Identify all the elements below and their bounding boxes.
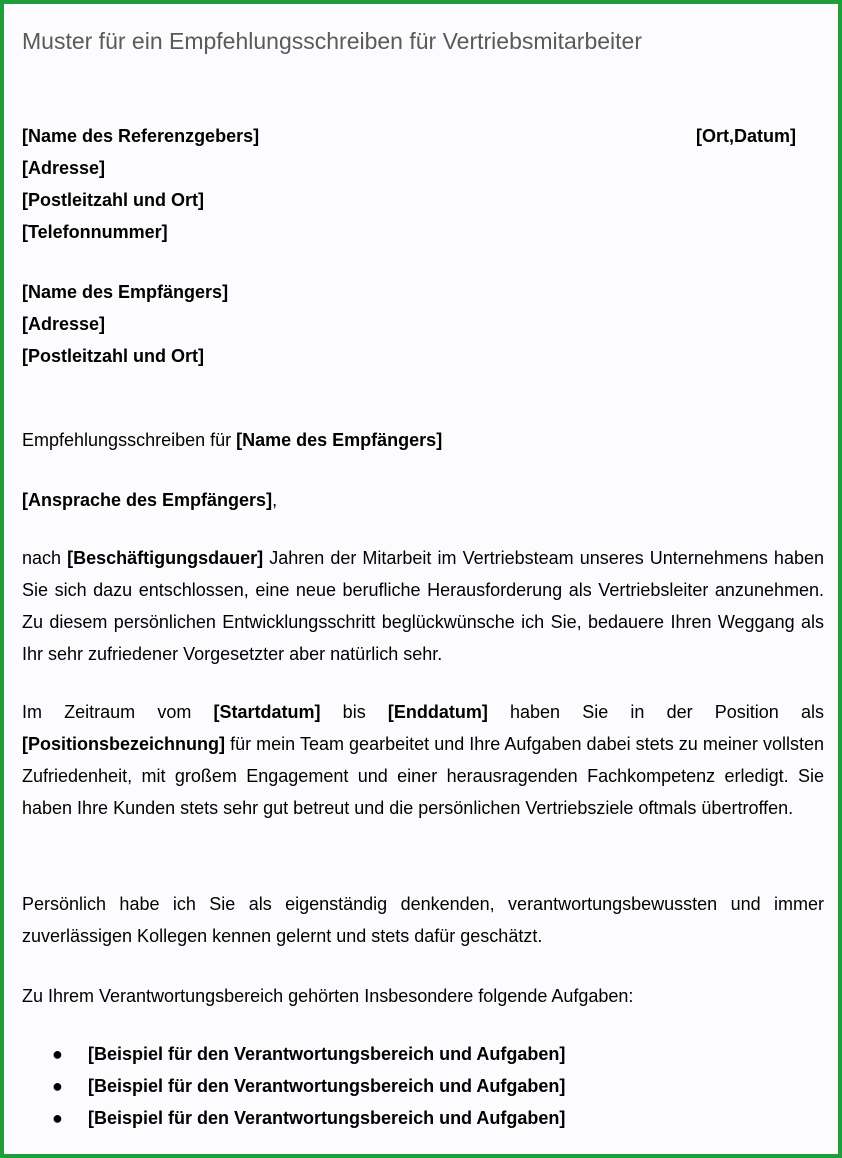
recipient-zip-city: [Postleitzahl und Ort] (22, 346, 204, 366)
document-title: Muster für ein Empfehlungsschreiben für Vertriebsmitarbeiter (22, 28, 643, 54)
list-item (52, 1076, 565, 1097)
para2-text-4: für mein Team gearbeitet und Ihre Aufgaben dabei stets zu meiner vollsten Zufriedenheit, mit großem Engagement und einer herausragenden Fachkompetenz erledigt. Sie haben Ihre Kunden stets sehr gut betreut und die persönlichen Vertriebsziele oftmals übertroffen. (22, 734, 824, 818)
sender-name: [Name des Referenzgebers] (22, 126, 260, 146)
subject-name: [Name des Empfängers] (236, 430, 443, 450)
paragraph-3: Persönlich habe ich Sie als eigenständig denkenden, verantwortungsbewussten und immer zuverlässigen Kollegen kennen gelernt und stets dafür geschätzt. (22, 894, 824, 946)
list-item (52, 1044, 565, 1065)
list-item-text: [Beispiel für den Verantwortungsbereich und Aufgaben] (88, 1108, 566, 1128)
paragraph-4: Zu Ihrem Verantwortungsbereich gehörten Insbesondere folgende Aufgaben: (22, 986, 634, 1006)
subject-prefix: Empfehlungsschreiben für (22, 430, 237, 450)
sender-address: [Adresse] (22, 158, 106, 178)
salutation (22, 490, 277, 511)
para2-text-2: bis (320, 702, 388, 722)
salutation-suffix: , (272, 490, 278, 510)
para2-text-3: haben Sie in der Position als (487, 702, 824, 722)
para2-placeholder-position: [Positionsbezeichnung] (22, 734, 226, 754)
paragraph-2 (22, 696, 824, 824)
recipient-name: [Name des Empfängers] (22, 282, 229, 302)
list-item-text: [Beispiel für den Verantwortungsbereich und Aufgaben] (88, 1076, 566, 1096)
para2-placeholder-end: [Enddatum] (387, 702, 488, 722)
para1-text-1: nach (22, 548, 68, 568)
paragraph-1 (22, 542, 824, 670)
list-item (52, 1108, 565, 1129)
bullet-icon: ● (52, 1044, 63, 1064)
para1-text-2: Jahren der Mitarbeit im Vertriebsteam unseres Unternehmens haben Sie sich dazu entschlossen, eine neue berufliche Herausforderung als Vertriebsleiter anzunehmen. Zu diesem persönlichen Entwicklungsschritt beglückwünsche ich Sie, bedauere Ihren Weggang als Ihr sehr zufriedener Vorgesetzter aber natürlich sehr. (22, 548, 824, 664)
list-item-text: [Beispiel für den Verantwortungsbereich und Aufgaben] (88, 1044, 566, 1064)
sender-zip-city: [Postleitzahl und Ort] (22, 190, 204, 210)
para1-placeholder-duration: [Beschäftigungsdauer] (67, 548, 264, 568)
para2-placeholder-start: [Startdatum] (213, 702, 321, 722)
place-date: [Ort,Datum] (696, 126, 796, 146)
subject-line (22, 430, 442, 451)
sender-phone: [Telefonnummer] (22, 222, 168, 242)
salutation-name: [Ansprache des Empfängers] (22, 490, 273, 510)
bullet-icon: ● (52, 1108, 63, 1128)
para2-text-1: Im Zeitraum vom (22, 702, 214, 722)
bullet-icon: ● (52, 1076, 63, 1096)
recipient-address: [Adresse] (22, 314, 106, 334)
